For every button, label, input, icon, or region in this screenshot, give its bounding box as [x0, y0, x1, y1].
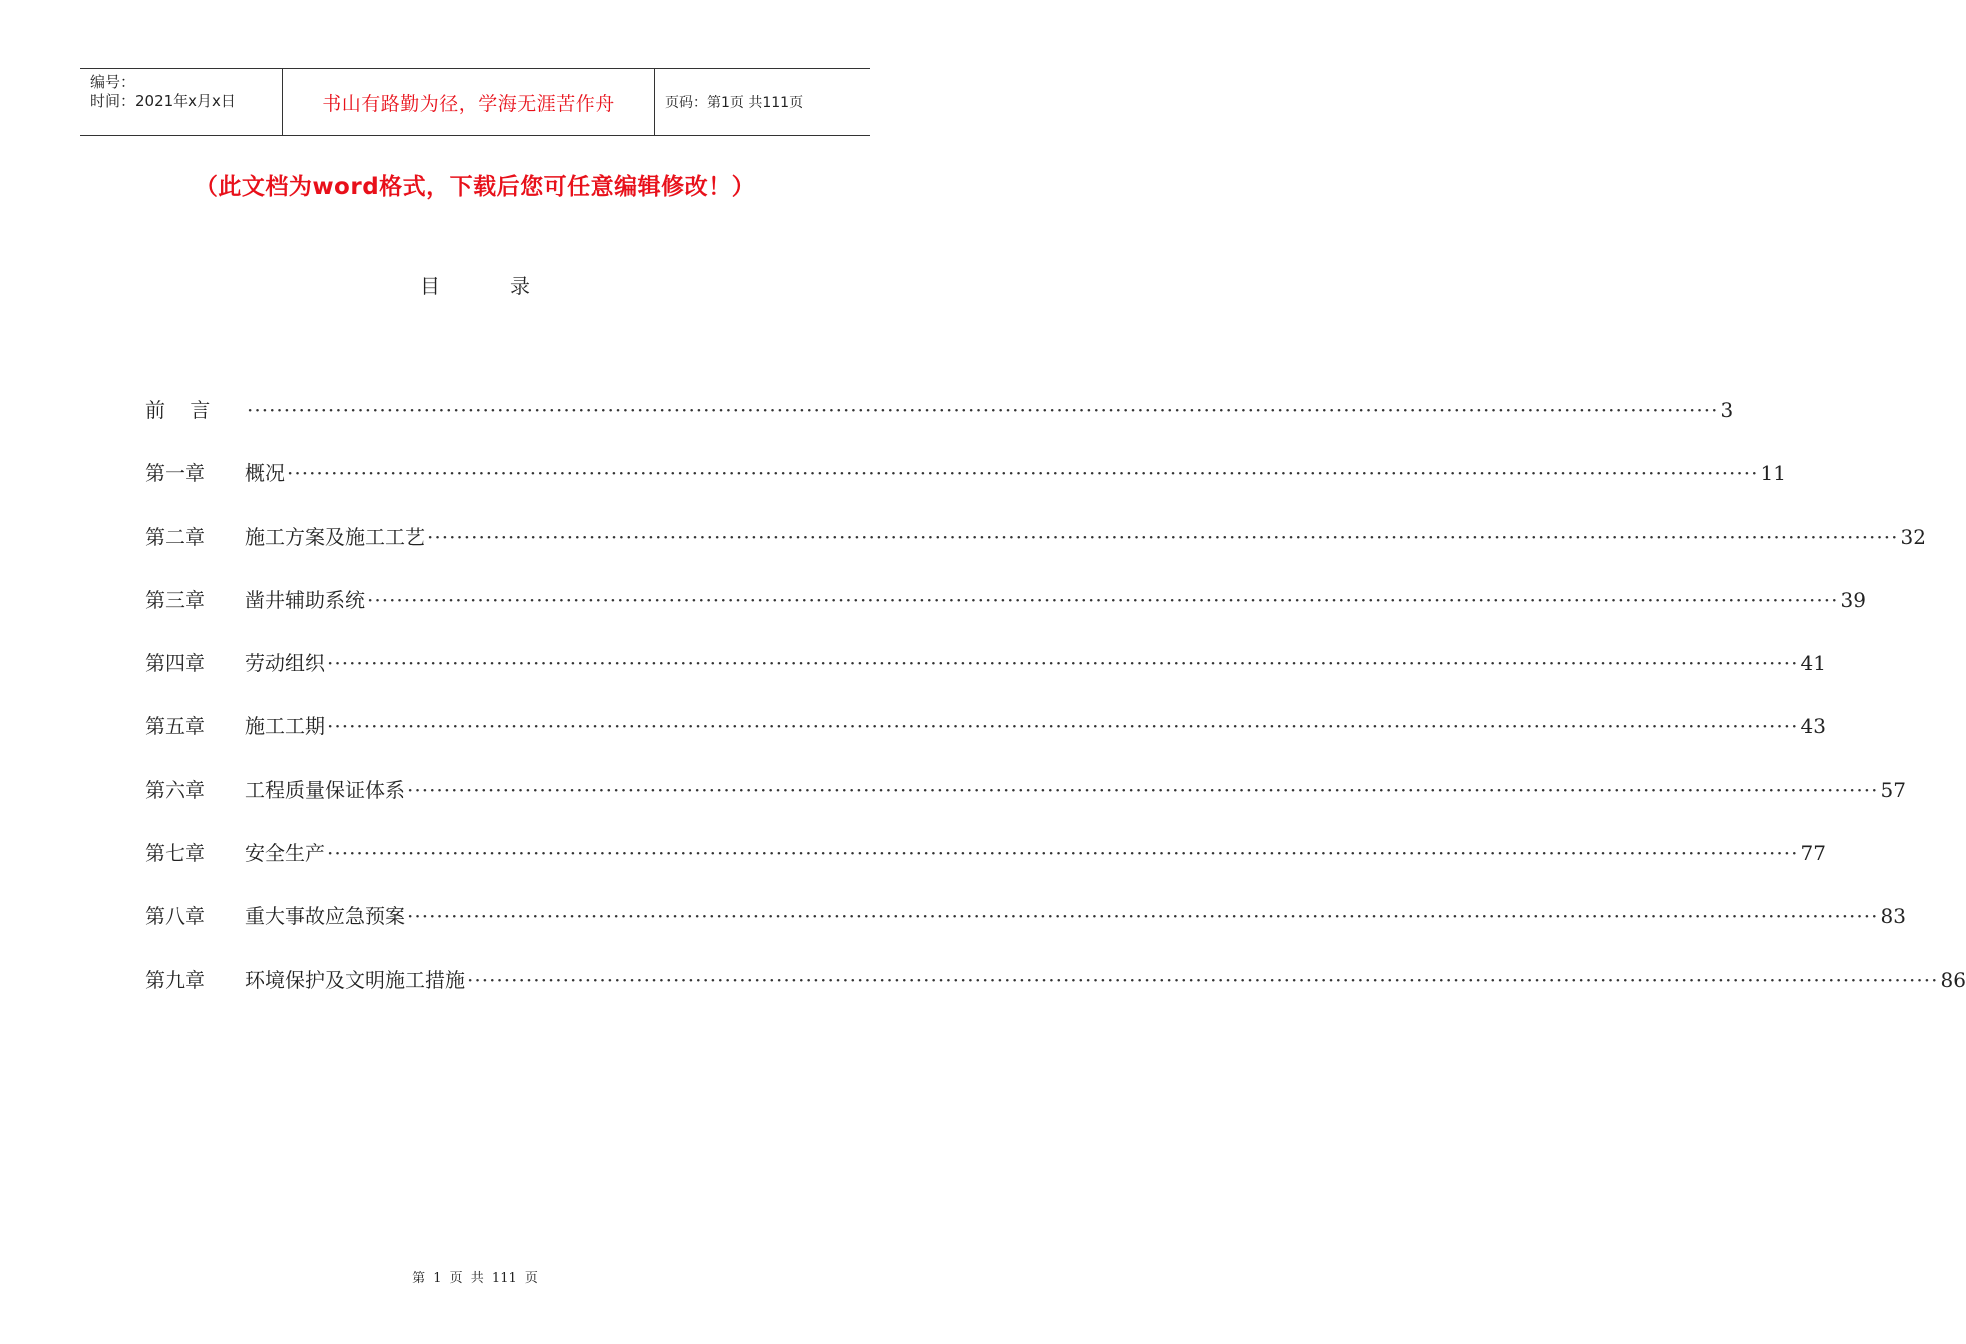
toc-page-number: 57: [1880, 777, 1906, 802]
toc-entry-title: 施工方案及施工工艺: [245, 524, 425, 549]
toc-leader-dots: ········································································································································································································: [407, 777, 1879, 802]
toc-page-number: 3: [1720, 398, 1734, 422]
toc-chapter: 第一章: [145, 461, 205, 486]
toc-leader-dots: ········································································································································································································: [327, 651, 1799, 676]
toc-chapter: 第四章: [145, 651, 205, 676]
toc-leader-dots: ········································································································································································································: [327, 841, 1799, 866]
header-meta: [80, 69, 282, 135]
toc-page-number: 32: [1900, 524, 1926, 549]
toc-entry-title: 安全生产: [245, 841, 325, 866]
toc-entry-title: 凿井辅助系统: [245, 587, 365, 612]
toc-chapter: 第二章: [145, 524, 205, 549]
toc-chapter: 第三章: [145, 587, 205, 612]
toc-chapter: 第八章: [145, 904, 205, 929]
table-of-contents: [145, 390, 1966, 1023]
toc-entry[interactable]: [145, 770, 1906, 833]
page-footer: 第 1 页 共 111 页: [412, 1271, 538, 1286]
toc-entry-title: 工程质量保证体系: [245, 777, 405, 802]
toc-leader-dots: ········································································································································································································: [427, 524, 1899, 549]
toc-entry[interactable]: [145, 833, 1826, 896]
toc-heading-right: 录: [510, 274, 530, 298]
toc-chapter: 第六章: [145, 777, 205, 802]
toc-entry[interactable]: [145, 896, 1906, 959]
toc-entry[interactable]: [145, 390, 1734, 453]
toc-leader-dots: ········································································································································································································: [247, 398, 1719, 422]
header-motto: 书山有路勤为径，学海无涯苦作舟: [282, 69, 655, 135]
toc-entry-title: 劳动组织: [245, 651, 325, 676]
toc-chapter: 第九章: [145, 967, 205, 992]
toc-leader-dots: ········································································································································································································: [287, 461, 1759, 486]
toc-page-number: 43: [1800, 714, 1826, 739]
toc-entry[interactable]: [145, 643, 1826, 706]
toc-leader-dots: ········································································································································································································: [407, 904, 1879, 929]
toc-leader-dots: ········································································································································································································: [367, 587, 1839, 612]
toc-page-number: 77: [1800, 841, 1826, 866]
toc-entry[interactable]: [145, 706, 1826, 769]
toc-heading: [0, 270, 950, 299]
toc-entry[interactable]: [145, 453, 1786, 516]
document-header: [80, 68, 870, 136]
toc-heading-left: 目: [420, 274, 440, 298]
toc-entry-title: 重大事故应急预案: [245, 904, 405, 929]
toc-leader-dots: ········································································································································································································: [467, 967, 1939, 992]
toc-entry-title: 施工工期: [245, 714, 325, 739]
edit-notice: （此文档为word格式，下载后您可任意编辑修改！）: [194, 174, 756, 200]
toc-chapter: 第七章: [145, 841, 205, 866]
toc-page-number: 39: [1840, 587, 1866, 612]
number-label: 编号：: [90, 73, 136, 91]
toc-page-number: 11: [1760, 461, 1786, 486]
header-page-info: 页码：第1页 共111页: [665, 95, 804, 111]
toc-leader-dots: ········································································································································································································: [327, 714, 1799, 739]
toc-page-number: 86: [1940, 967, 1966, 992]
toc-entry-title: 环境保护及文明施工措施: [245, 967, 465, 992]
toc-page-number: 41: [1800, 651, 1826, 676]
toc-chapter: 前 言: [145, 398, 211, 422]
toc-entry-title: 概况: [245, 461, 285, 486]
toc-chapter: 第五章: [145, 714, 205, 739]
toc-entry[interactable]: [145, 960, 1966, 1023]
toc-entry[interactable]: [145, 580, 1866, 643]
toc-page-number: 83: [1880, 904, 1906, 929]
toc-entry[interactable]: [145, 517, 1926, 580]
date-label: 时间：2021年x月x日: [90, 92, 236, 110]
